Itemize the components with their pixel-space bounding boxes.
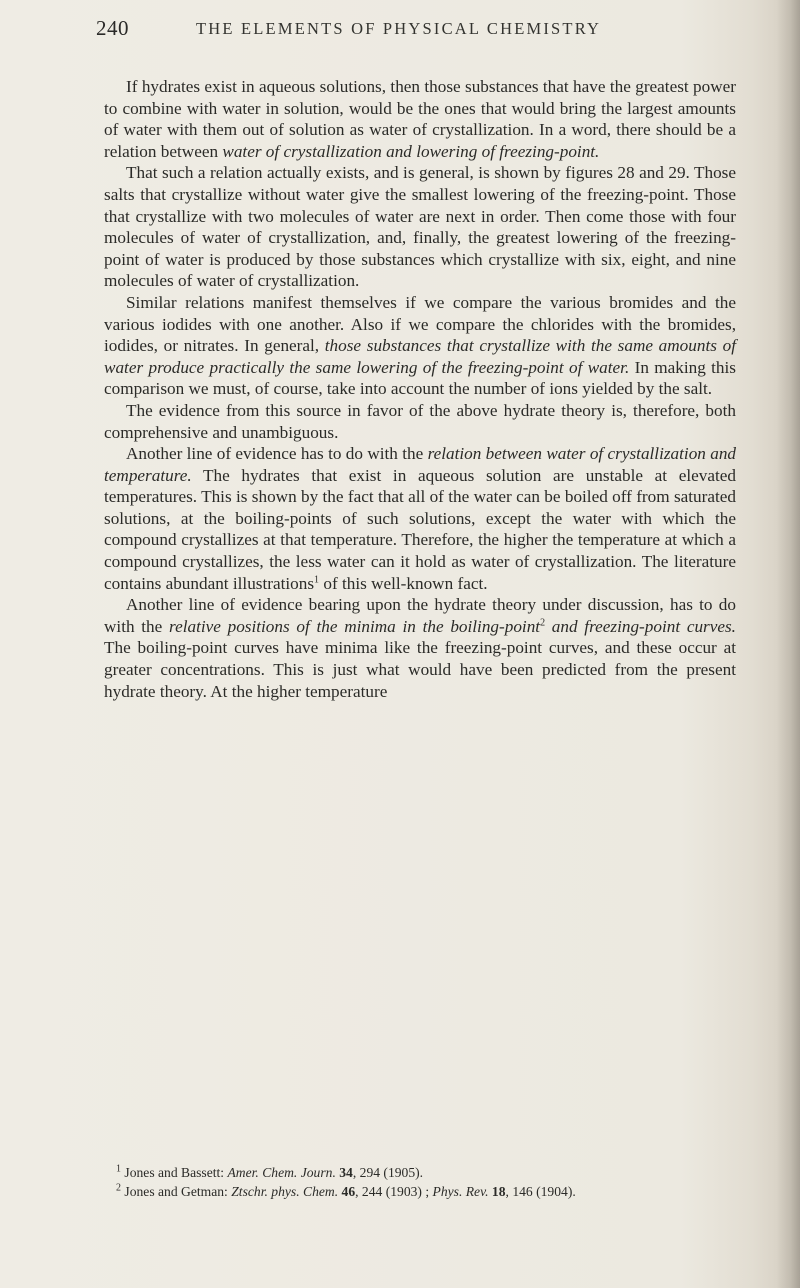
footnote-marker: 2: [116, 1181, 121, 1193]
bold-text: 18: [491, 1183, 506, 1199]
text-run: The hydrates that exist in aqueous solution are unstable at elevated temperatures. This is shown by the fact that all of the water can be boiled off from saturated solutions, at the boiling-points of such solutions, except the water with which the compound crystallizes at that temperature. Therefore, the higher the temperature at which a compound crystallizes, the less water can it hold as water of crystallization. The literature contains abundant illustrations: [104, 465, 736, 593]
italic-text: those substances that crystallize with the same amounts of water produce practically the same lowering of the freezing-point of water.: [104, 336, 736, 377]
text-run: Another line of evidence has to do with the: [126, 444, 428, 464]
text-run: , 146 (1904).: [505, 1183, 576, 1199]
paragraph: [104, 400, 736, 443]
footnote-marker: 2: [540, 617, 546, 629]
page-edge-shadow: [776, 0, 800, 1288]
running-head: THE ELEMENTS OF PHYSICAL CHEMISTRY: [196, 19, 602, 38]
paragraph: [104, 594, 736, 702]
text-run: Jones and Bassett:: [121, 1165, 228, 1180]
italic-text: Phys. Rev.: [432, 1183, 489, 1199]
footnote-marker: 1: [314, 573, 320, 585]
body-text: [104, 76, 736, 702]
paragraph: [104, 443, 736, 594]
italic-text: water of crystallization and lowering of freezing-point.: [222, 141, 600, 161]
text-run: The boiling-point curves have minima like the freezing-point curves, and these occur at greater concentrations. This is just what would have been predicted from the present hydrate theory. At the higher temperature: [104, 638, 736, 701]
paragraph: [104, 292, 736, 400]
footnote: [104, 1183, 736, 1202]
footnotes: [104, 1164, 736, 1201]
italic-text: relative positions of the minima in the boiling-point: [169, 616, 541, 636]
italic-text: Amer. Chem. Journ.: [227, 1165, 336, 1180]
italic-text: and freezing-point curves.: [545, 616, 736, 636]
text-run: That such a relation actually exists, and is general, is shown by figures 28 and 29. Those salts that crystallize without water give the smallest lowering of the freezing-point. Those that crystallize with two molecules of water are next in order. Then come those with four molecules of water of crystallization, and, finally, the greatest lowering of the freezing-point of water is produced by those substances which crystallize with six, eight, and nine molecules of water of crystallization.: [104, 163, 736, 291]
paragraph: [104, 162, 736, 292]
page-header: [96, 16, 736, 52]
text-run: of this well-known fact.: [319, 573, 488, 593]
paragraph: [104, 76, 736, 162]
text-run: Similar relations manifest themselves if we compare the various bromides and the various iodides with one another. Also if we compare the chlorides with the bromides, iodides, or nitrates. In general,: [104, 292, 736, 356]
text-run: , 244 (1903) ;: [355, 1183, 433, 1199]
italic-text: relation between water of crystallization and temperature.: [104, 444, 737, 485]
bold-text: 46: [341, 1183, 356, 1199]
italic-text: Ztschr. phys. Chem.: [231, 1183, 339, 1199]
footnote-marker: 1: [116, 1163, 121, 1175]
text-run: Another line of evidence bearing upon the hydrate theory under discussion, has to do with the: [104, 595, 736, 636]
text-run: If hydrates exist in aqueous solutions, then those substances that have the greatest power to combine with water in solution, would be the ones that would bring the largest amounts of water with them out of solution as water of crystallization. In a word, there should be a relation between: [104, 77, 736, 161]
text-run: In making this comparison we must, of course, take into account the number of ions yielded by the salt.: [104, 357, 736, 399]
bold-text: 34: [339, 1165, 353, 1180]
text-run: Jones and Getman:: [121, 1183, 232, 1199]
footnote: [104, 1164, 736, 1183]
page-number: 240: [96, 16, 129, 40]
text-run: , 294 (1905).: [352, 1165, 424, 1180]
text-run: The evidence from this source in favor of the above hydrate theory is, therefore, both comprehensive and unambiguous.: [104, 400, 736, 442]
